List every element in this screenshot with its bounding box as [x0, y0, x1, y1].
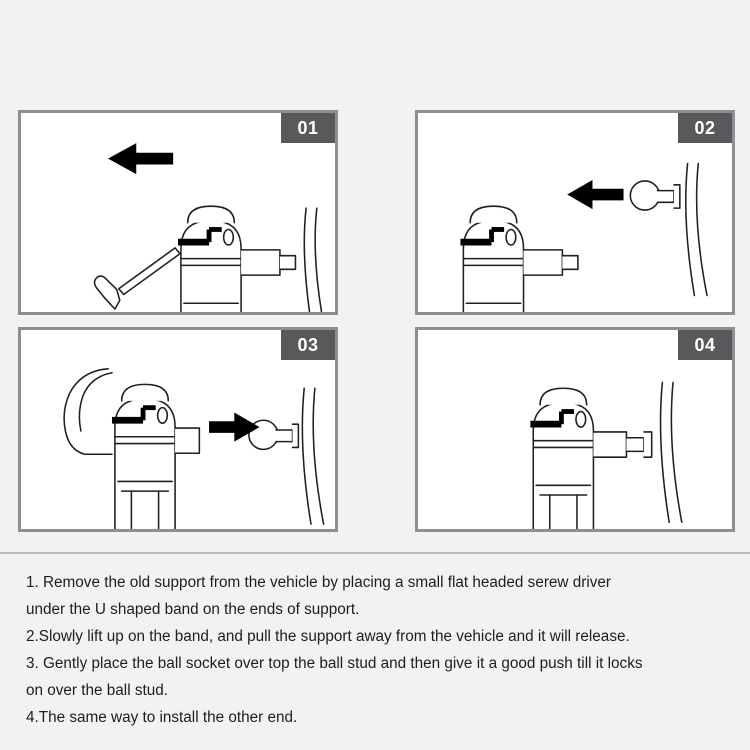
instruction-line: 2.Slowly lift up on the band, and pull the support away from the vehicle and it will release. [26, 628, 630, 645]
instruction-line: under the U shaped band on the ends of support. [26, 601, 360, 618]
panel-number-badge: 01 [281, 113, 335, 143]
instruction-line: 1. Remove the old support from the vehicle by placing a small flat headed serew driver [26, 574, 611, 591]
instructions-block [0, 552, 750, 750]
panel-step-03 [18, 327, 338, 532]
panel-step-04 [415, 327, 735, 532]
panel-step-02 [415, 110, 735, 315]
panel-step-01 [18, 110, 338, 315]
instruction-line: on over the ball stud. [26, 682, 169, 699]
panel-number-badge: 03 [281, 330, 335, 360]
instruction-line: 3. Gently place the ball socket over top the ball stud and then give it a good push till it locks [26, 655, 643, 672]
panel-number-badge: 02 [678, 113, 732, 143]
panel-number-badge: 04 [678, 330, 732, 360]
instruction-line: 4.The same way to install the other end. [26, 709, 298, 726]
